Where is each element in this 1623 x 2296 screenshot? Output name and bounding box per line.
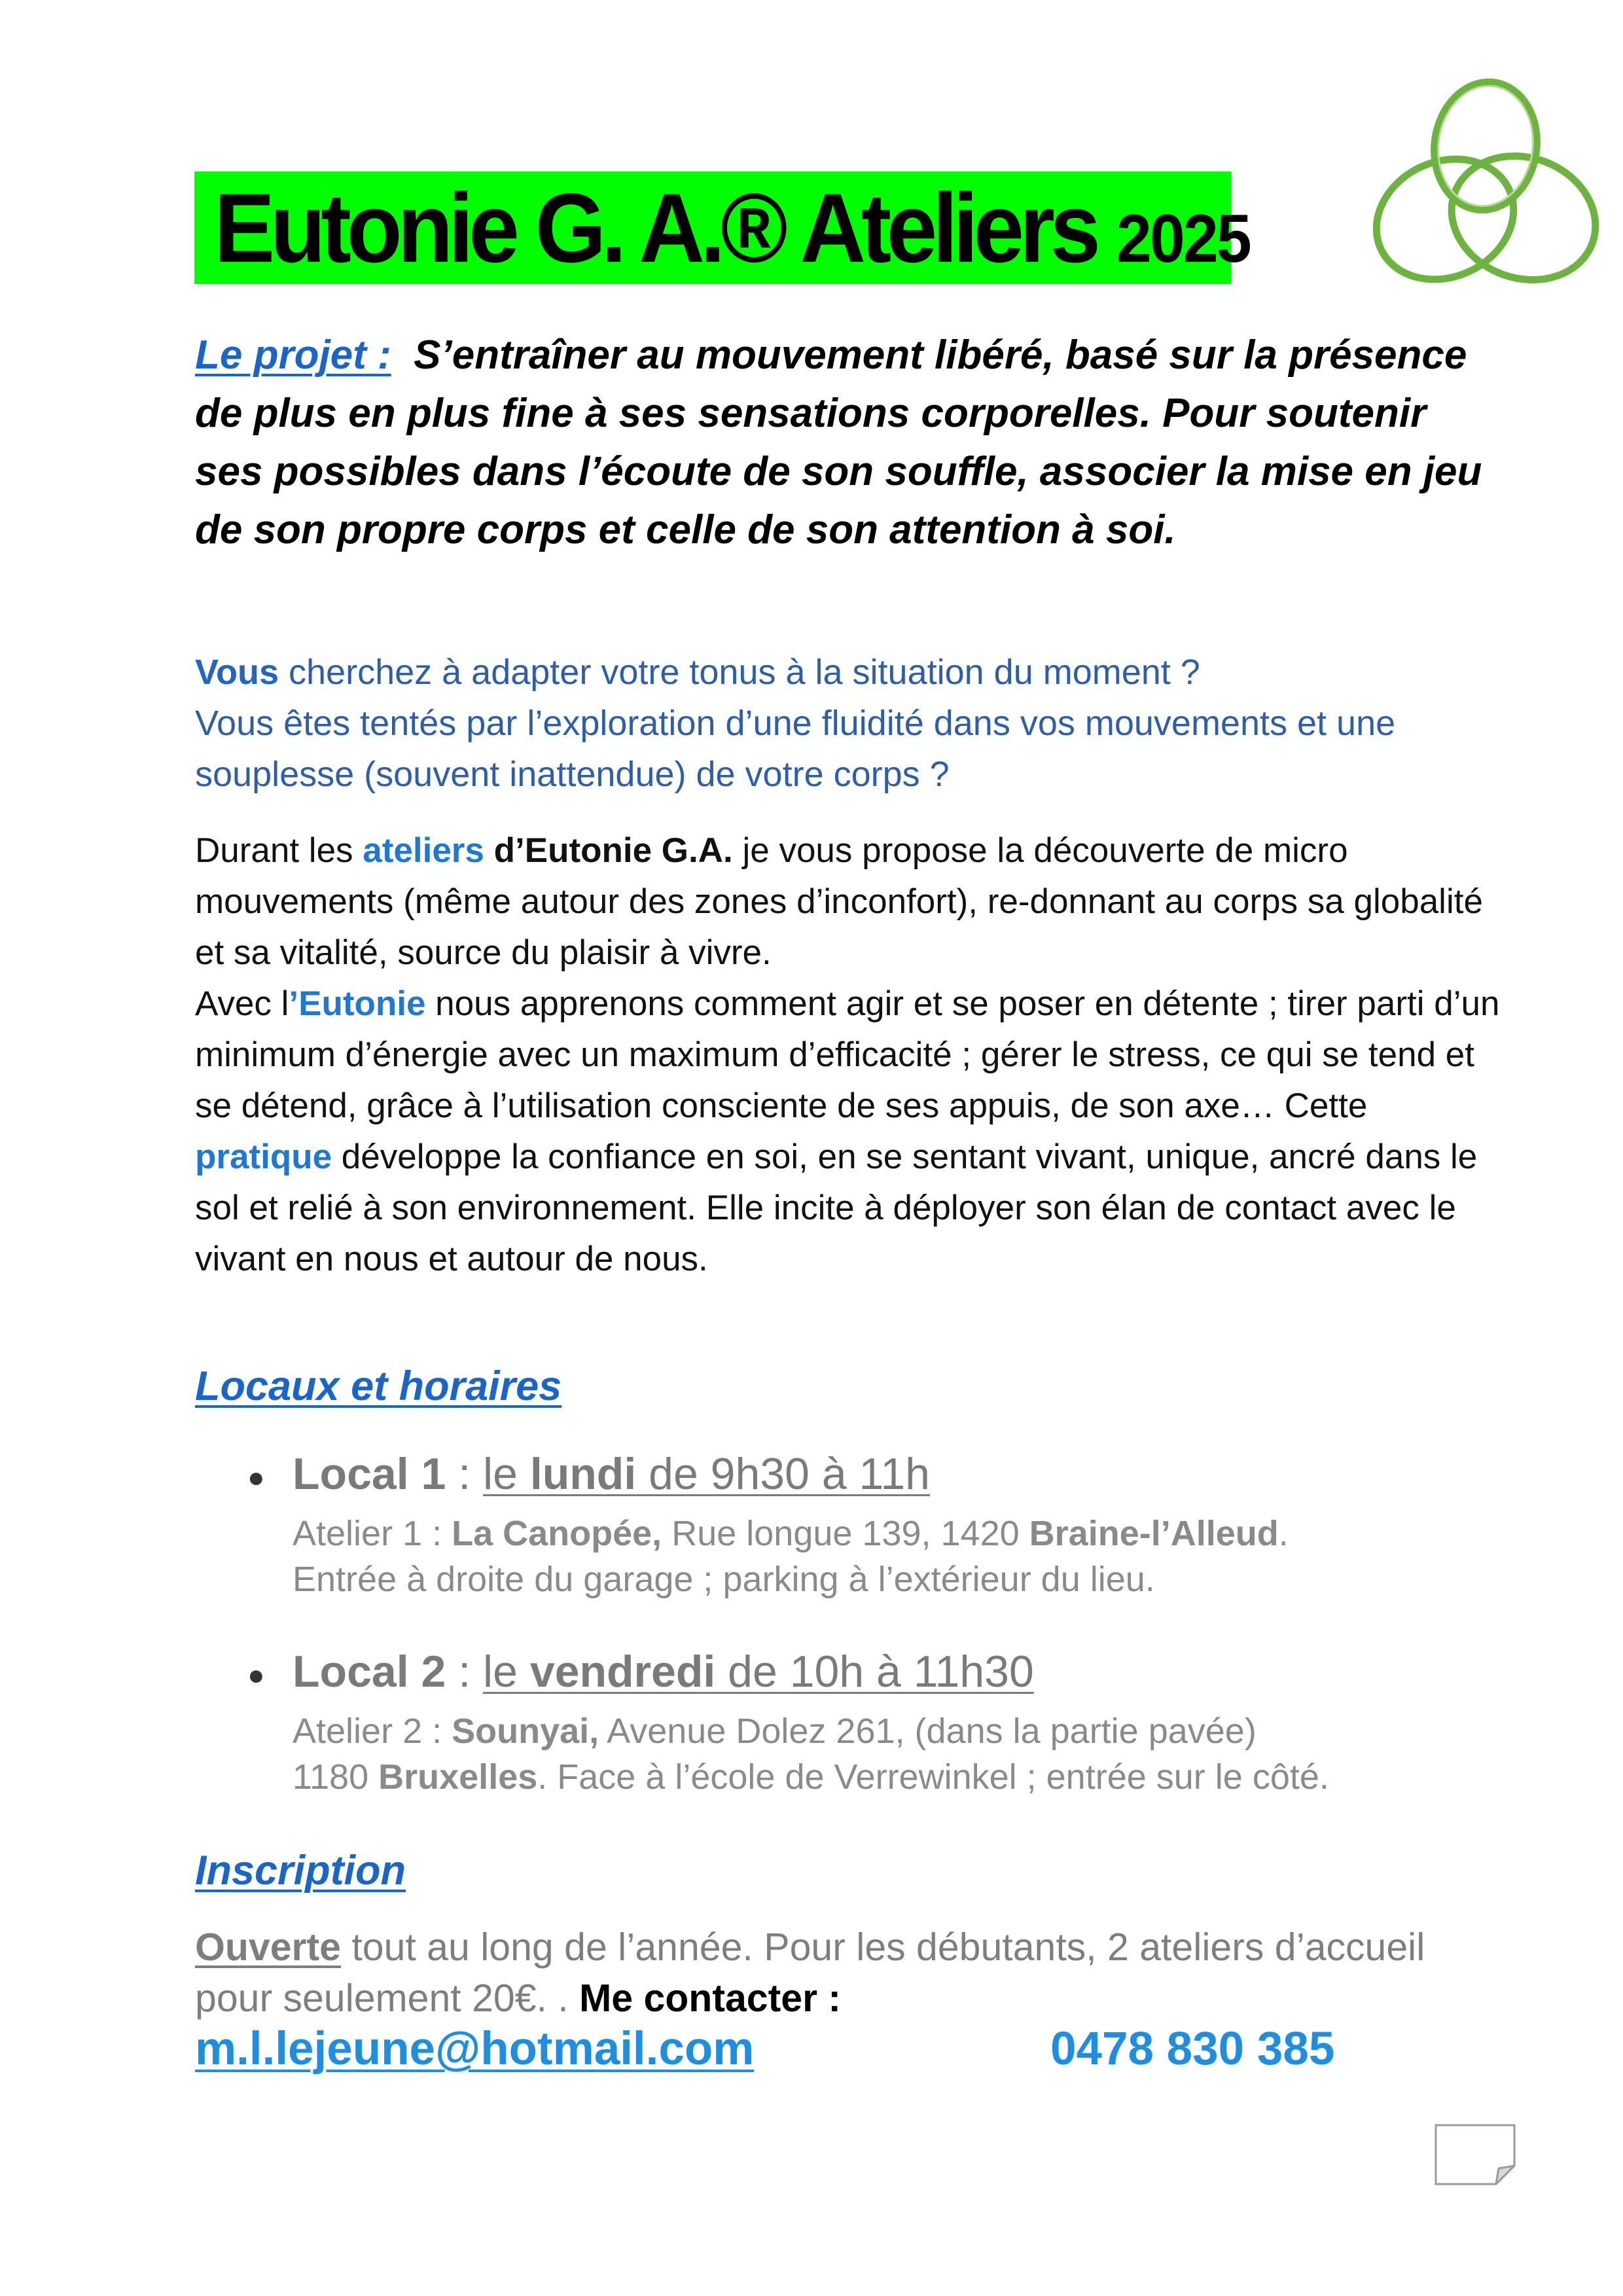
local-time: de 10h à 11h30	[715, 1647, 1034, 1696]
local-1-address: Atelier 1 : La Canopée, Rue longue 139, 1420 Braine-l’Alleud. Entrée à droite du garage ; parking à l’extérieur du lieu.	[293, 1514, 1289, 1599]
ouverte-word: Ouverte	[195, 1926, 341, 1969]
triquetra-logo-icon	[1368, 75, 1603, 291]
vous-word: Vous	[195, 653, 279, 692]
desc-text: je vous propose la découverte de micro mouvements (même autour des zones d’inconfort), re-donnant au corps sa globalité et sa vitalité, source du plaisir à vivre.	[195, 831, 1483, 972]
section-heading-locaux: Locaux et horaires	[195, 1363, 562, 1409]
local-place: Sounyai,	[452, 1712, 599, 1751]
local-place: La Canopée,	[452, 1514, 662, 1553]
page-curl-icon	[1433, 2123, 1517, 2187]
section-heading-inscription: Inscription	[195, 1848, 406, 1893]
desc-text: développe la confiance en soi, en se sentant vivant, unique, ancré dans le sol et relié à son environnement. Elle incite à déployer son élan de contact avec le vivant en nous et autour de nous.	[195, 1138, 1478, 1278]
ateliers-word: ateliers	[363, 831, 484, 870]
local-2-title	[293, 1646, 1034, 1697]
page-title: Eutonie G. A.® Ateliers 2025	[214, 172, 1250, 283]
project-text: S’entraîner au mouvement libéré, basé sur la présence de plus en plus fine à ses sensations corporelles. Pour soutenir ses possibles dans l’écoute de son souffle, associer la mise en jeu de son propre corps et celle de son attention à soi.	[195, 332, 1482, 552]
local-sep: :	[446, 1647, 484, 1696]
local-name: Local 2	[293, 1647, 446, 1696]
title-banner	[194, 171, 1250, 284]
vous-line2: Vous êtes tentés par l’exploration d’une fluidité dans vos mouvements et une souplesse (souvent inattendue) de votre corps ?	[195, 704, 1396, 794]
local-time: de 9h30 à 11h	[636, 1449, 930, 1499]
vous-line1: cherchez à adapter votre tonus à la situation du moment ?	[279, 653, 1200, 692]
local-note: . Face à l’école de Verrewinkel ; entrée sur le côté.	[537, 1757, 1329, 1797]
local-day: vendredi	[529, 1647, 716, 1696]
bullet-icon: ●	[247, 1659, 265, 1691]
pratique-word: pratique	[195, 1138, 332, 1176]
desc-text: Avec l	[195, 984, 289, 1023]
desc-text: Durant les	[195, 831, 363, 870]
local-sep: :	[446, 1449, 484, 1499]
project-label: Le projet :	[195, 332, 391, 378]
local-day: lundi	[529, 1449, 637, 1499]
local-schedule: le lundi de 9h30 à 11h	[483, 1449, 930, 1499]
description-paragraph	[195, 825, 1504, 1285]
eutonie-ga-word: d’Eutonie G.A.	[484, 831, 733, 870]
desc-text: nous apprenons comment agir et se poser en détente ; tirer parti d’un minimum d’énergie avec un maximum d’efficacité ; gérer le stress, ce qui se tend et se détend, grâce à l’utilisation consciente de ses appuis, de son axe… Cette	[195, 984, 1500, 1125]
local-name: Local 1	[293, 1449, 446, 1499]
title-year: 2025	[1116, 200, 1250, 277]
project-paragraph	[195, 326, 1491, 559]
questions-paragraph	[195, 647, 1491, 800]
local-1-title	[293, 1448, 930, 1499]
inscription-paragraph	[195, 1922, 1438, 2024]
local-city: Braine-l’Alleud	[1029, 1514, 1279, 1553]
bullet-icon: ●	[247, 1462, 265, 1494]
email-link[interactable]: m.l.lejeune@hotmail.com	[195, 2023, 755, 2075]
local-note: Entrée à droite du garage ; parking à l’extérieur du lieu.	[293, 1560, 1155, 1599]
inscription-text: tout au long de l’année. Pour les débutants, 2 ateliers d’accueil pour seulement 20€. .	[195, 1926, 1425, 2020]
local-city: Bruxelles	[378, 1757, 538, 1797]
local-schedule: le vendredi de 10h à 11h30	[483, 1647, 1034, 1696]
eutonie-word: ’Eutonie	[289, 984, 426, 1023]
local-2-address: Atelier 2 : Sounyai, Avenue Dolez 261, (dans la partie pavée) 1180 Bruxelles. Face à l’école de Verrewinkel ; entrée sur le côté.	[293, 1712, 1329, 1797]
contact-label: Me contacter :	[579, 1977, 842, 2020]
phone-number[interactable]: 0478 830 385	[1050, 2023, 1335, 2075]
